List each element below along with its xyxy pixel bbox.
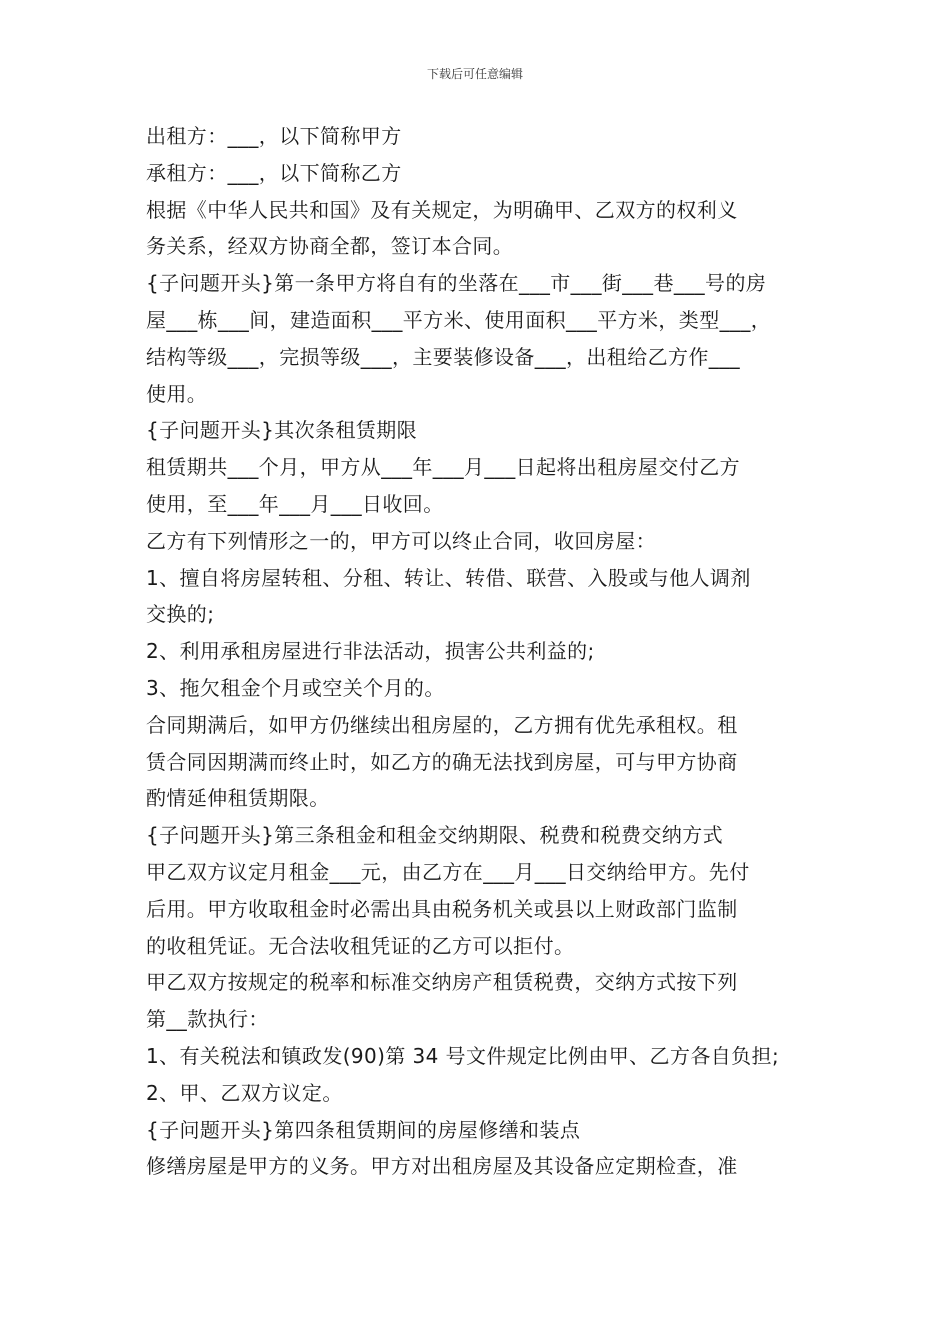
text-line: {子问题开头}第三条租金和租金交纳期限、税费和税费交纳方式 — [146, 823, 724, 848]
text-line: 交换的; — [146, 602, 215, 627]
text-line: 3、拖欠租金个月或空关个月的。 — [146, 675, 445, 700]
text-line: 使用。 — [146, 381, 208, 406]
text-line: 1、擅自将房屋转租、分租、转让、转借、联营、入股或与他人调剂 — [146, 565, 751, 590]
text-line: 的收租凭证。无合法收租凭证的乙方可以拒付。 — [146, 933, 575, 958]
text-line: 修缮房屋是甲方的义务。甲方对出租房屋及其设备应定期检查，准 — [146, 1154, 738, 1179]
text-line: 1、有关税法和镇政发(90)第 34 号文件规定比例由甲、乙方各自负担; — [146, 1043, 780, 1068]
text-line: 承租方：___，以下简称乙方 — [146, 160, 402, 185]
text-line: 2、甲、乙双方议定。 — [146, 1080, 343, 1105]
text-line: 乙方有下列情形之一的，甲方可以终止合同，收回房屋： — [146, 528, 656, 553]
text-line: 后用。甲方收取租金时必需出具由税务机关或县以上财政部门监制 — [146, 896, 738, 921]
document-body — [146, 118, 816, 1185]
text-line: 2、利用承租房屋进行非法活动，损害公共利益的; — [146, 639, 595, 664]
text-line: 甲乙双方按规定的税率和标准交纳房产租赁税费，交纳方式按下列 — [146, 970, 738, 995]
text-line: 出租方：___，以下简称甲方 — [146, 124, 402, 148]
text-line: 务关系，经双方协商全都，签订本合同。 — [146, 234, 514, 259]
text-line: 结构等级___，完损等级___，主要装修设备___，出租给乙方作___ — [146, 344, 740, 369]
text-line: 甲乙双方议定月租金___元，由乙方在___月___日交纳给甲方。先付 — [146, 859, 750, 884]
text-line: 合同期满后，如甲方仍继续出租房屋的，乙方拥有优先承租权。租 — [146, 712, 738, 737]
text-line: {子问题开头}其次条租赁期限 — [146, 418, 418, 443]
text-line: 租赁期共___个月，甲方从___年___月___日起将出租房屋交付乙方 — [146, 455, 740, 480]
text-line: 屋___栋___间，建造面积___平方米、使用面积___平方米，类型___， — [146, 307, 772, 332]
text-line: 使用，至___年___月___日收回。 — [146, 491, 444, 516]
text-line: 赁合同因期满而终止时，如乙方的确无法找到房屋，可与甲方协商 — [146, 749, 738, 774]
text-line: 酌情延伸租赁期限。 — [146, 786, 330, 811]
text-line: 第__款执行： — [146, 1007, 269, 1032]
text-line: {子问题开头}第四条租赁期间的房屋修缮和装点 — [146, 1117, 581, 1142]
text-line: 根据《中华人民共和国》及有关规定，为明确甲、乙双方的权利义 — [146, 197, 738, 222]
page-header: 下载后可任意编辑 — [426, 67, 523, 81]
text-line: {子问题开头}第一条甲方将自有的坐落在___市___街___巷___号的房 — [146, 271, 767, 296]
